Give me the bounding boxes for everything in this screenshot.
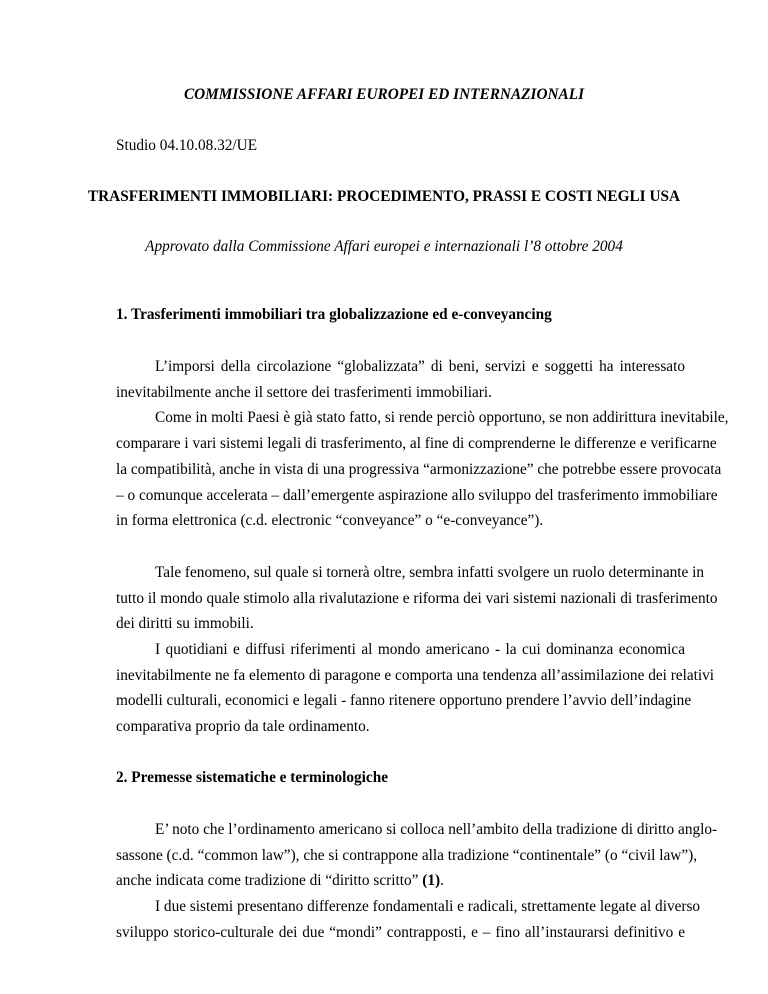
paragraph-line: I quotidiani e diffusi riferimenti al mondo americano - la cui dominanza economica <box>155 641 685 658</box>
footnote-reference[interactable]: (1) <box>422 872 441 889</box>
document-title: TRASFERIMENTI IMMOBILIARI: PROCEDIMENTO, PRASSI E COSTI NEGLI USA <box>87 188 681 205</box>
paragraph-line: Come in molti Paesi è già stato fatto, si rende perciò opportuno, se non addirittura inevitabile, <box>155 409 729 426</box>
paragraph-line: comparativa proprio da tale ordinamento. <box>116 718 370 735</box>
paragraph-end: . <box>440 872 444 889</box>
paragraph-line: inevitabilmente ne fa elemento di paragone e comporta una tendenza all’assimilazione dei relativi <box>116 667 715 684</box>
paragraph-line: Tale fenomeno, sul quale si tornerà oltre, sembra infatti svolgere un ruolo determinante in <box>155 564 705 581</box>
paragraph-line: dei diritti su immobili. <box>116 615 254 632</box>
paragraph-line: sassone (c.d. “common law”), che si contrappone alla tradizione “continentale” (o “civil law”), <box>116 847 698 864</box>
paragraph-text: anche indicata come tradizione di “diritto scritto” <box>116 872 423 889</box>
paragraph-line: inevitabilmente anche il settore dei trasferimenti immobiliari. <box>116 384 492 401</box>
approval-note: Approvato dalla Commissione Affari europei e internazionali l’8 ottobre 2004 <box>145 238 623 255</box>
paragraph-line: I due sistemi presentano differenze fondamentali e radicali, strettamente legate al diverso <box>155 898 701 915</box>
paragraph-line: la compatibilità, anche in vista di una progressiva “armonizzazione” che potrebbe essere provocata <box>116 461 722 478</box>
paragraph-line: comparare i vari sistemi legali di trasferimento, al fine di comprenderne le differenze e verificarne <box>116 435 717 452</box>
paragraph-line: L’imporsi della circolazione “globalizzata” di beni, servizi e soggetti ha interessato <box>155 358 685 375</box>
paragraph-line: in forma elettronica (c.d. electronic “conveyance” o “e-conveyance”). <box>116 512 544 529</box>
section-1-heading: 1. Trasferimenti immobiliari tra globalizzazione ed e-conveyancing <box>116 306 552 323</box>
section-2-heading: 2. Premesse sistematiche e terminologiche <box>116 769 388 786</box>
paragraph-line-with-footnote <box>116 872 444 890</box>
study-reference: Studio 04.10.08.32/UE <box>116 137 258 154</box>
paragraph-line: modelli culturali, economici e legali - fanno ritenere opportuno prendere l’avvio dell’indagine <box>116 692 692 709</box>
paragraph-line: tutto il mondo quale stimolo alla rivalutazione e riforma dei vari sistemi nazionali di trasferimento <box>116 590 718 607</box>
commission-title: COMMISSIONE AFFARI EUROPEI ED INTERNAZIONALI <box>183 86 585 103</box>
paragraph-line: E’ noto che l’ordinamento americano si colloca nell’ambito della tradizione di diritto anglo- <box>155 821 718 838</box>
paragraph-line: sviluppo storico-culturale dei due “mondi” contrapposti, e – fino all’instaurarsi definitivo e <box>116 924 685 941</box>
paragraph-line: – o comunque accelerata – dall’emergente aspirazione allo sviluppo del trasferimento immobiliare <box>116 487 718 504</box>
